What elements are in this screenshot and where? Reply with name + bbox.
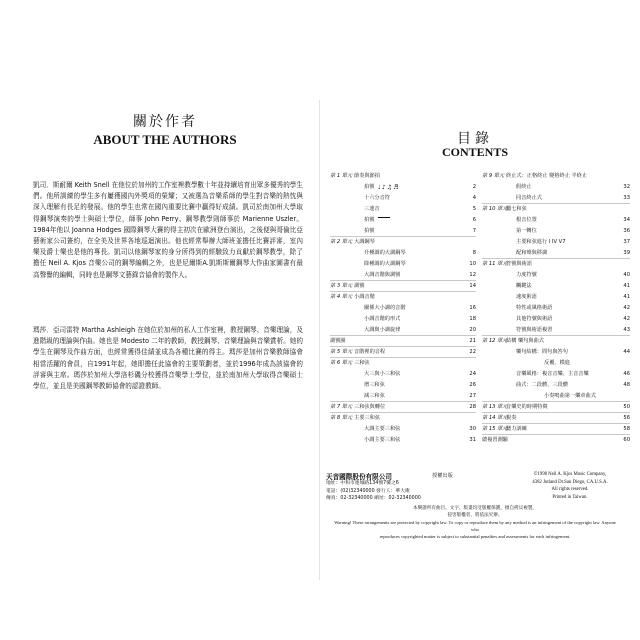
toc-entry-title: 大調音階與調號 (364, 272, 401, 278)
toc-entry (482, 282, 630, 291)
music-notes-icon (378, 183, 399, 193)
toc-unit-label: 第 8 單元 (330, 415, 353, 421)
toc-entry (330, 414, 476, 423)
text-line: Printed in Taiwan. (552, 494, 588, 500)
text-line: 侵害版權者，將依法究辦。 (447, 513, 503, 518)
toc-page-number: 34 (623, 217, 630, 223)
toc-page-number: 8 (472, 250, 476, 256)
toc-entry-title: 主要和弦進行 I IV V7 (516, 239, 566, 245)
toc-page-number: 14 (469, 283, 476, 289)
toc-unit-label: 第 2 單元 (330, 239, 353, 245)
toc-entry (330, 271, 476, 281)
bio-keith-snell: 凱司．斯耐爾 Keith Snell 在他位於加州的工作室裡教學數十年並持續培育出眾多優秀的學生們。他所訓練的學生多有屢獲國內外獎項的榮耀；又被選為音樂系師的學生對音樂的熱忱與深入理解有長足的發展。他的學生也常在國內重要比賽中贏得好成績。凱司於南加州大學取得鋼琴演奏的學士與碩士學位，師事 John Perry、鋼琴教學則師事於 Marienne Uszler。1984年他以 Joanna Hodges 國際鋼琴大賽的得主初次在歐洲登台演出，之後便與哥倫比亞藝術家公司簽約，在全美及世界各地巡迴演出。他也經常舉辦大師班並擔任比賽評審，室內樂及爵士樂也是他的專長。凱司以他鋼琴家的身分所得到的經驗致力貢獻於鋼琴教學，除了擔任 Neil A. Kjos 音樂公司的鋼琴編輯之外，也是尼爾斯A.凱斯斯爾鋼琴大作曲家圖書有最高聲譽的編輯，同時也是鋼琴文藝錄音協會的製作人。 (33, 181, 303, 279)
toc-page-number: 20 (469, 327, 476, 333)
toc-entry (482, 183, 630, 192)
toc-entry-title: 降種調的大調鋼琴 (364, 261, 406, 267)
toc-entry (482, 348, 630, 357)
toc-entry-title: 樂句結構：問句與答句 (516, 349, 568, 355)
toc-entry-title: 力度符號 (516, 272, 537, 278)
toc-entry (482, 238, 630, 247)
toc-page-number: 5 (472, 206, 476, 212)
toc-entry-title: 小調主要三和弦 (364, 437, 401, 443)
toc-entry-title: 大調主要三和弦 (364, 426, 401, 432)
toc-unit-label: 第 15 單元 (482, 426, 508, 432)
toc-entry-title: 關係大小調的音階 (364, 305, 406, 311)
bio-martha-ashleigh: 瑪莎．亞司雷特 Martha Ashleigh 在她位於加州的私人工作室裡，教授鋼琴、音樂理論，及進階級的理論與作曲。她也是 Modesto 二年的教師，教授鋼琴、音樂理論與音樂賞析。她的學生在鋼琴及作曲方面，也經常獲得佳績並成為各種比賽的得主。瑪莎是加州音樂教師協會相當活躍的會員，自1991年起，她即擔任此協會的主要策劃者，並於1996年成為該協會的評審與主席。瑪莎於加州大學洛杉磯分校獲得音樂學士學位，並於南加州大學取得音樂碩士學位，並且是美國鋼琴教師協會的認證教師。 (33, 326, 303, 391)
toc-entry (482, 392, 630, 402)
toc-entry-title: 符號與術語複習 (516, 327, 553, 333)
publisher-role: 授權出版 (432, 473, 453, 479)
publisher-name: 天音國際股份有限公司 (326, 473, 392, 481)
toc-page-number: 22 (469, 349, 476, 355)
toc-entry (482, 370, 630, 379)
toc-entry-title: 音階裡的音程 (354, 349, 386, 355)
toc-unit-label: 第 3 單元 (330, 283, 353, 289)
toc-entry-title: 特性或風格術語 (516, 305, 553, 311)
toc-entry (330, 326, 476, 336)
toc-page-number: 33 (623, 195, 630, 201)
toc-entry-title: 增三和弦 (364, 382, 385, 388)
toc-unit-label: 第 7 單元 (330, 404, 353, 410)
toc-entry (330, 315, 476, 324)
toc-entry-title: 第一轉位 (516, 228, 537, 234)
toc-page-number: 41 (623, 294, 630, 300)
text-line: 電話：(02)32340000 發行人：華大衛 (326, 488, 410, 494)
toc-entry (330, 381, 476, 390)
toc-entry (330, 403, 476, 413)
toc-page-number: 56 (623, 415, 630, 421)
toc-entry-title: 小調音階 (354, 294, 375, 300)
toc-entry (482, 304, 630, 313)
toc-page-number: 40 (623, 272, 630, 278)
toc-page-number: 42 (623, 316, 630, 322)
toc-page-number: 26 (469, 382, 476, 388)
toc-entry-title: 音樂風格：複音音樂、主音音樂 (516, 371, 589, 377)
toc-page-number: 36 (623, 228, 630, 234)
toc-entry (482, 403, 630, 413)
toc-entry (482, 326, 630, 336)
text-line: All rights reserved. (551, 487, 589, 492)
toc-unit-label: 第 11 單元 (482, 261, 508, 267)
toc-entry (482, 260, 630, 269)
warning-en (330, 519, 620, 540)
toc-page-number: 31 (469, 437, 476, 443)
toc-entry (482, 425, 630, 435)
toc-page-number: 42 (623, 305, 630, 311)
toc-entry (330, 282, 476, 292)
toc-entry-title: 小調音階的形式 (364, 316, 401, 322)
beamed-notes-icon (378, 217, 390, 224)
toc-entry-title: 屬七和弦 (506, 206, 527, 212)
toc-unit-label: 第 13 單元 (482, 404, 508, 410)
warning-cn (330, 505, 620, 519)
toc-entry-title: 減三和弦 (364, 393, 385, 399)
toc-page-number: 10 (469, 261, 476, 267)
toc-entry (482, 293, 630, 302)
toc-page-number: 44 (623, 349, 630, 355)
about-title-en: ABOUT THE AUTHORS (93, 132, 237, 147)
toc-entry (330, 260, 476, 269)
toc-entry (482, 381, 630, 390)
text-line: 傳真：02-32340000 網址：02-32340000 (326, 496, 421, 501)
toc-entry (482, 337, 630, 346)
toc-entry-title: 假終止 (516, 184, 532, 190)
toc-page-number: 32 (623, 184, 630, 190)
toc-unit-label: 第 6 單元 (330, 360, 353, 366)
text-line: reproduces copyrighted matter is subject to substantial penalties and assessments for each infringement. (379, 534, 571, 539)
toc-entry-title: 十六分音符 (364, 195, 390, 201)
toc-entry-title: 三和弦 (354, 360, 370, 366)
toc-page-number: 18 (469, 316, 476, 322)
toc-page-number: 46 (623, 371, 630, 377)
toc-entry (482, 216, 630, 225)
toc-unit-label: 第 4 單元 (330, 294, 353, 300)
toc-entry-title: 大調鋼琴 (354, 239, 375, 245)
toc-page-number: 2 (472, 184, 476, 190)
text-line: Warning! These arrangements are protected by copyright law. To copy or reproduce them by any method is an infringement of the copyright law. Anyone who (334, 520, 616, 532)
toc-entry (330, 172, 476, 181)
copyright-notice (510, 471, 630, 501)
toc-entry (482, 436, 630, 445)
toc-entry (330, 238, 476, 247)
toc-entry-title: 結構 樂句與曲式 (506, 338, 544, 344)
toc-entry (330, 359, 476, 368)
toc-entry (330, 370, 476, 379)
toc-unit-label: 第 10 單元 (482, 206, 508, 212)
toc-unit-label: 第 9 單元 (482, 173, 505, 179)
toc-page-number: 21 (469, 338, 476, 344)
toc-entry-title: 根音位置 (516, 217, 537, 223)
toc-entry-title: 三和弦與轉位 (354, 404, 386, 410)
toc-page-number: 48 (623, 382, 630, 388)
toc-entry-title: 調號 (354, 283, 365, 289)
toc-page-number: 39 (623, 250, 630, 256)
text-line: 4382 Jutland Dr.San Diego, CA.U.S.A. (532, 479, 608, 485)
toc-entry (330, 348, 476, 358)
contents-title-cn: 目錄 (457, 131, 493, 147)
toc-entry-title: 大三與小三和弦 (364, 371, 401, 377)
text-line: ©1998 Neil A. Kjos Music Company, (533, 472, 607, 477)
toc-entry-title: 音樂史的時期特徵 (506, 404, 548, 410)
toc-entry-title: 視奏 (506, 415, 517, 421)
toc-entry (482, 271, 630, 280)
toc-entry-title: 總複習測驗 (482, 437, 508, 443)
toc-page-number: 41 (623, 283, 630, 289)
toc-entry-title: 拍號 (364, 217, 375, 223)
toc-entry-title: 拍號 (364, 184, 375, 190)
toc-page-number: 6 (472, 217, 476, 223)
note-symbol: ♩ (378, 184, 381, 191)
toc-page-number: 30 (469, 426, 476, 432)
toc-entry (482, 359, 630, 368)
toc-entry (330, 216, 476, 225)
toc-entry (482, 414, 630, 424)
about-title-cn: 關於作者 (133, 114, 197, 130)
toc-entry-title: 觸鍵法 (516, 283, 532, 289)
toc-entry (482, 194, 630, 204)
toc-entry (330, 293, 476, 302)
toc-entry-title: 三連音 (364, 206, 380, 212)
toc-entry (482, 227, 630, 236)
toc-entry (330, 205, 476, 214)
toc-entry-title: 拍號 (364, 228, 375, 234)
toc-page-number: 4 (472, 195, 476, 201)
toc-entry (330, 304, 476, 313)
toc-unit-label: 第 14 單元 (482, 415, 508, 421)
toc-page-number: 28 (469, 404, 476, 410)
toc-entry-title: 大調與小調旋律 (364, 327, 401, 333)
toc-entry (482, 172, 630, 181)
toc-entry-title: 主要三和弦 (354, 415, 380, 421)
toc-entry (330, 249, 476, 258)
contents-title-en: CONTENTS (441, 145, 509, 159)
toc-entry (482, 315, 630, 324)
toc-entry (482, 205, 630, 214)
note-symbol: ♪ (381, 184, 386, 191)
toc-entry-title: 調號圈 (330, 338, 346, 344)
toc-entry (330, 227, 476, 237)
note-symbol: ♫ (386, 184, 393, 191)
toc-entry-title: 反覆、模進 (544, 360, 570, 366)
toc-entry-title: 其他符號與術語 (516, 316, 553, 322)
toc-entry-title: 同音終止式 (516, 195, 542, 201)
toc-unit-label: 第 12 單元 (482, 338, 508, 344)
toc-entry (330, 183, 476, 192)
toc-page-number: 16 (469, 305, 476, 311)
page-divider (319, 100, 320, 580)
toc-page-number: 60 (623, 437, 630, 443)
toc-entry (330, 337, 476, 347)
toc-entry-title: 曲式：二段體、三段體 (516, 382, 568, 388)
toc-entry (482, 249, 630, 259)
toc-entry-title: 升種調的大調鋼琴 (364, 250, 406, 256)
text-line: 地址：中和市連城路134號7樓之6 (326, 481, 399, 486)
toc-entry-title: 速度術語 (516, 294, 537, 300)
toc-entry-title: 終止式：正格終止 變格終止 半終止 (506, 173, 588, 179)
toc-entry-title: 符號與術語 (506, 261, 532, 267)
toc-entry (330, 425, 476, 434)
toc-page-number: 43 (623, 327, 630, 333)
toc-page-number: 12 (469, 272, 476, 278)
toc-page-number: 50 (623, 404, 630, 410)
toc-entry-title: 節奏與節拍 (354, 173, 380, 179)
note-symbol: ♬ (393, 184, 399, 191)
text-line: 本樂譜所有曲目、文字、版畫均受版權保護，擅自拷貝複製， (412, 506, 538, 511)
toc-entry-title: 配和聲與移調 (516, 250, 548, 256)
toc-entry-title: 聽力訓練 (506, 426, 527, 432)
toc-entry (330, 194, 476, 203)
toc-entry (330, 436, 476, 445)
toc-page-number: 7 (472, 228, 476, 234)
publisher-address (326, 480, 476, 503)
toc-entry (330, 392, 476, 402)
toc-page-number: 24 (469, 371, 476, 377)
toc-unit-label: 第 1 單元 (330, 173, 353, 179)
toc-entry-title: 小奏鳴曲第一樂章曲式 (544, 393, 596, 399)
toc-page-number: 27 (469, 393, 476, 399)
toc-unit-label: 第 5 單元 (330, 349, 353, 355)
toc-page-number: 58 (623, 426, 630, 432)
toc-page-number: 37 (623, 239, 630, 245)
